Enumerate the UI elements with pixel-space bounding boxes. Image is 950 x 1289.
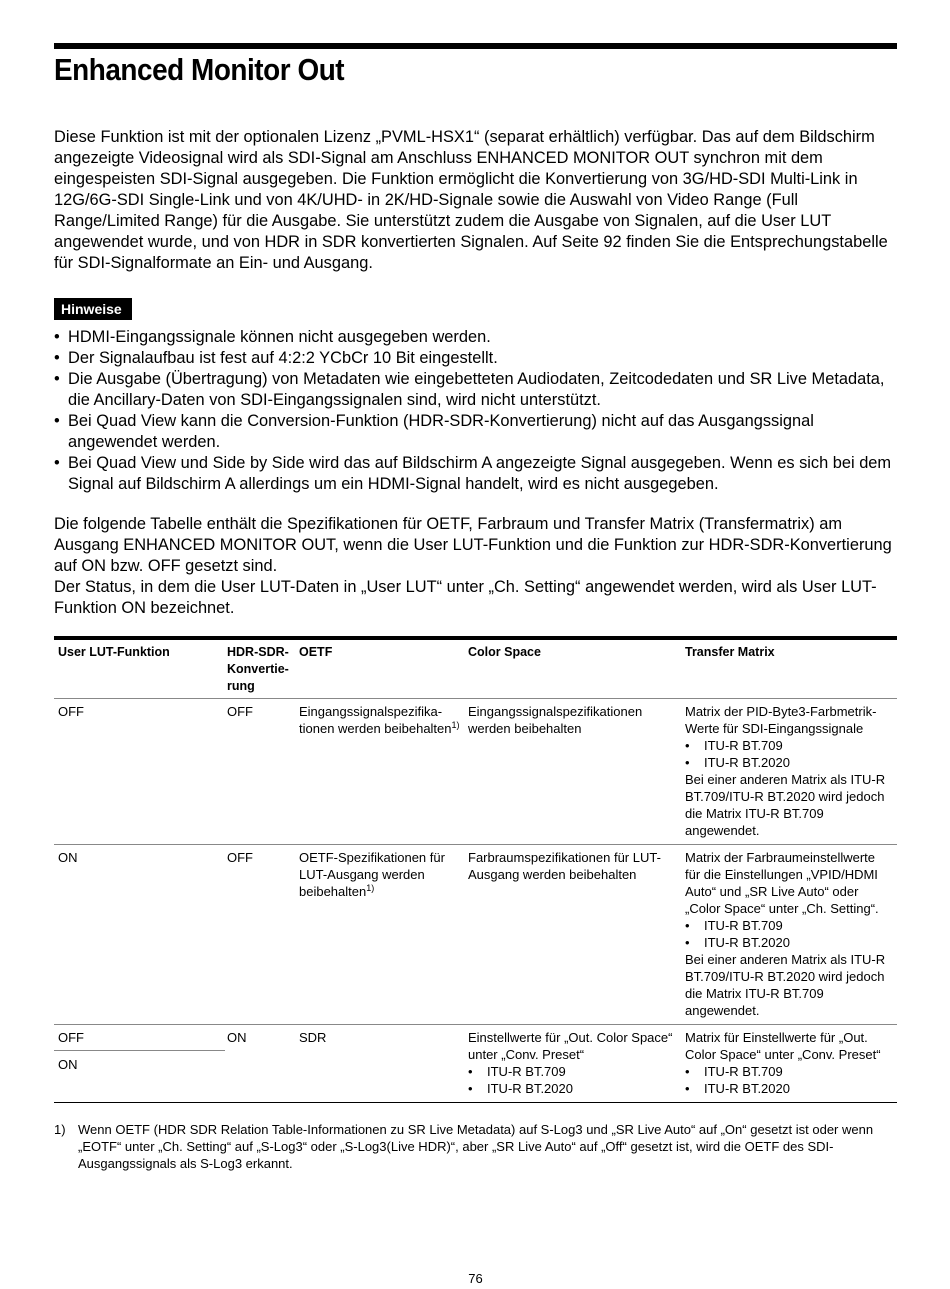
table-row xyxy=(54,1025,897,1103)
tm-text: Matrix der PID-Byte3-Farbmetrik-Werte für SDI-Eingangssignale xyxy=(685,704,877,736)
tm-text: Matrix für Einstellwerte für „Out. Color Space“ unter „Conv. Preset“ xyxy=(685,1030,881,1062)
notes-list xyxy=(54,327,897,495)
list-item: • ITU-R BT.709 xyxy=(468,1063,677,1080)
list-item: • ITU-R BT.2020 xyxy=(468,1080,677,1097)
cell-color-space xyxy=(464,1025,681,1103)
list-item: • ITU-R BT.709 xyxy=(685,1063,893,1080)
cell-oetf xyxy=(295,845,464,1025)
footnote-text: Wenn OETF (HDR SDR Relation Table-Informationen zu SR Live Metadata) auf S-Log3 und „SR Live Auto“ auf „On“ gesetzt ist oder wenn „EOTF“ unter „Ch. Setting“ auf „S-Log3“ oder „S-Log3(Live HDR)“, aber „SR Live Auto“ auf „Off“ gesetzt ist, wird die OETF des SDI-Ausgangssignals als S-Log3 erkannt. xyxy=(78,1122,874,1171)
cell-user-lut xyxy=(54,1025,223,1103)
footnote xyxy=(54,1121,897,1172)
cell-transfer-matrix xyxy=(681,845,897,1025)
note-item: • HDMI-Eingangssignale können nicht ausgegeben werden. xyxy=(54,327,897,348)
table-intro-paragraph-1: Die folgende Tabelle enthält die Spezifikationen für OETF, Farbraum und Transfer Matrix (Transfermatrix) am Ausgang ENHANCED MONITOR OUT, wenn die User LUT-Funktion und die Funktion zur HDR-SDR-Konvertierung auf ON bzw. OFF gesetzt sind. xyxy=(54,515,892,575)
header-hdr-sdr-line: rung xyxy=(227,679,255,693)
header-user-lut: User LUT-Funktion xyxy=(54,638,223,699)
table-row xyxy=(54,699,897,845)
note-item: • Die Ausgabe (Übertragung) von Metadaten wie eingebetteten Audiodaten, Zeitcodedaten und SR Live Metadata, die Ancillary-Daten von SDI-Eingangssignalen sind, wird nicht unterstützt. xyxy=(54,369,897,411)
cell-transfer-matrix xyxy=(681,699,897,845)
oetf-text: Eingangssignalspezifika-tionen werden beibehalten xyxy=(299,704,452,736)
tm-list xyxy=(685,1063,893,1097)
note-item: • Bei Quad View kann die Conversion-Funktion (HDR-SDR-Konvertierung) nicht auf das Ausgangssignal angewendet werden. xyxy=(54,411,897,453)
header-transfer-matrix: Transfer Matrix xyxy=(681,638,897,699)
cell-hdr-sdr: OFF xyxy=(223,699,295,845)
cell-color-space: Eingangssignalspezifikationen werden beibehalten xyxy=(464,699,681,845)
list-item: • ITU-R BT.2020 xyxy=(685,754,893,771)
page-number: 76 xyxy=(468,1271,483,1286)
page-title: Enhanced Monitor Out xyxy=(54,52,345,87)
tm-text: Matrix der Farbraumeinstellwerte für die Einstellungen „VPID/HDMI Auto“ und „SR Live Auto“ oder „Color Space“ unter „Ch. Setting“. xyxy=(685,850,879,916)
user-lut-off: OFF xyxy=(54,1029,225,1051)
cell-user-lut: OFF xyxy=(54,699,223,845)
cell-user-lut: ON xyxy=(54,845,223,1025)
footnote-ref: 1) xyxy=(451,720,460,730)
table-intro xyxy=(54,514,897,619)
cell-oetf xyxy=(295,699,464,845)
cs-list xyxy=(468,1063,677,1097)
cs-text: Einstellwerte für „Out. Color Space“ unter „Conv. Preset“ xyxy=(468,1030,673,1062)
list-item: • ITU-R BT.2020 xyxy=(685,934,893,951)
tm-list xyxy=(685,917,893,951)
list-item: • ITU-R BT.709 xyxy=(685,737,893,754)
tm-after: Bei einer anderen Matrix als ITU-R BT.709/ITU-R BT.2020 wird jedoch die Matrix ITU-R BT.709 angewendet. xyxy=(685,772,886,838)
user-lut-on: ON xyxy=(58,1057,78,1072)
tm-after: Bei einer anderen Matrix als ITU-R BT.709/ITU-R BT.2020 wird jedoch die Matrix ITU-R BT.709 angewendet. xyxy=(685,952,886,1018)
table-intro-paragraph-2: Der Status, in dem die User LUT-Daten in „User LUT“ unter „Ch. Setting“ angewendet werden, wird als User LUT-Funktion ON bezeichnet. xyxy=(54,578,877,617)
cell-color-space: Farbraumspezifikationen für LUT-Ausgang werden beibehalten xyxy=(464,845,681,1025)
header-hdr-sdr-line: Konvertie- xyxy=(227,662,289,676)
intro-paragraph: Diese Funktion ist mit der optionalen Lizenz „PVML-HSX1“ (separat erhältlich) verfügbar. Das auf dem Bildschirm angezeigte Videosignal wird als SDI-Signal am Anschluss ENHANCED MONITOR OUT synchron mit dem eingespeisten SDI-Signal ausgegeben. Die Funktion ermöglicht die Konvertierung von 3G/HD-SDI Multi-Link in 12G/6G-SDI Single-Link und von 4K/UHD- in 2K/HD-Signale sowie die Auswahl von Video Range (Full Range/Limited Range) für die Ausgabe. Sie unterstützt zudem die Ausgabe von Signalen, auf die User LUT angewendet wurde, und von HDR in SDR konvertierten Signalen. Auf Seite 92 finden Sie die Entsprechungstabelle für SDI-Signalformate an Ein- und Ausgang. xyxy=(54,128,888,272)
note-item: • Bei Quad View und Side by Side wird das auf Bildschirm A angezeigte Signal ausgegeben. Wenn es sich bei dem Signal auf Bildschirm A allerdings um ein HDMI-Signal handelt, wird es nicht ausgegeben. xyxy=(54,453,897,495)
notes-badge: Hinweise xyxy=(54,298,132,320)
header-oetf: OETF xyxy=(295,638,464,699)
note-item: • Der Signalaufbau ist fest auf 4:2:2 YCbCr 10 Bit eingestellt. xyxy=(54,348,897,369)
oetf-text: OETF-Spezifikationen für LUT-Ausgang werden beibehalten xyxy=(299,850,445,899)
table-row xyxy=(54,845,897,1025)
header-color-space: Color Space xyxy=(464,638,681,699)
header-hdr-sdr xyxy=(223,638,295,699)
footnote-mark: 1) xyxy=(54,1122,66,1137)
footnote-ref: 1) xyxy=(366,883,375,893)
top-rule xyxy=(54,43,897,49)
header-hdr-sdr-line: HDR-SDR- xyxy=(227,645,289,659)
table-header-row xyxy=(54,638,897,699)
cell-transfer-matrix xyxy=(681,1025,897,1103)
cell-hdr-sdr: ON xyxy=(223,1025,295,1103)
list-item: • ITU-R BT.2020 xyxy=(685,1080,893,1097)
spec-table xyxy=(54,636,897,1103)
tm-list xyxy=(685,737,893,771)
cell-hdr-sdr: OFF xyxy=(223,845,295,1025)
list-item: • ITU-R BT.709 xyxy=(685,917,893,934)
cell-oetf: SDR xyxy=(295,1025,464,1103)
